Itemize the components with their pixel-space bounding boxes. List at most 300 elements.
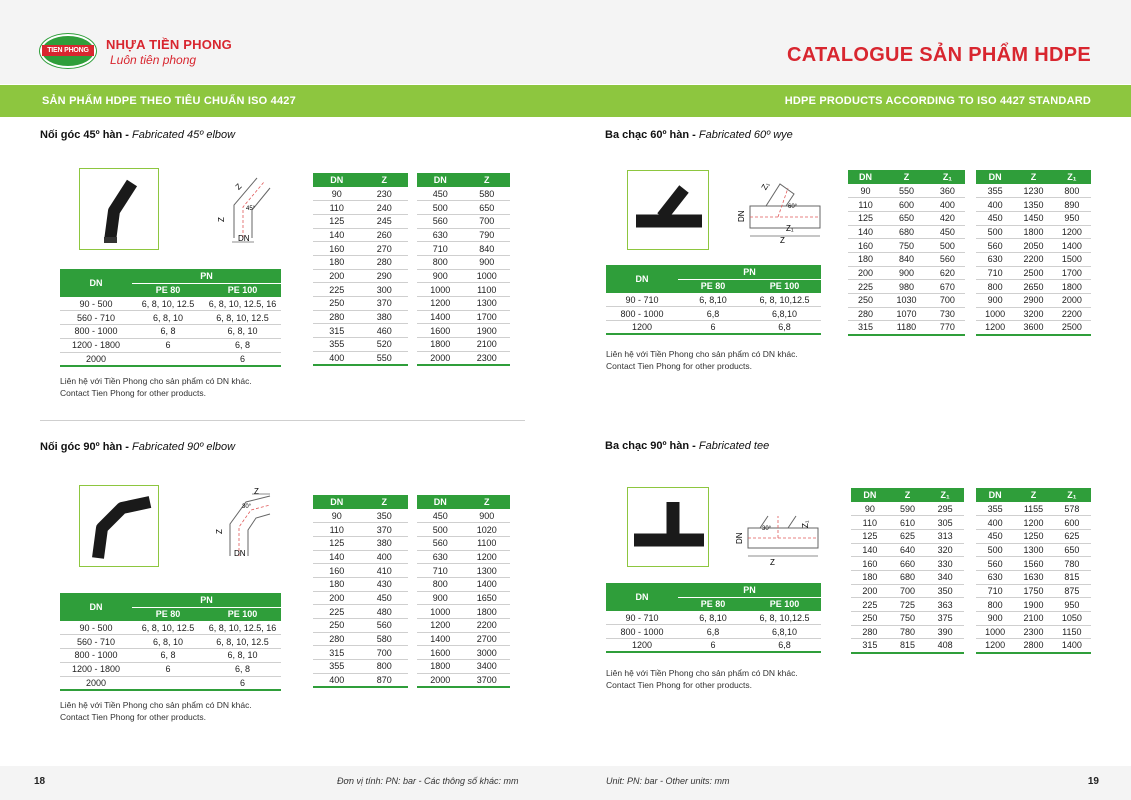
table-cell: 160 xyxy=(848,239,883,253)
table-row xyxy=(417,577,510,591)
table-cell: 125 xyxy=(313,536,361,550)
table-cell: 800 xyxy=(976,280,1014,294)
table-row xyxy=(417,660,510,674)
table-cell: 2650 xyxy=(1014,280,1052,294)
table-cell: 6, 8, 10 xyxy=(204,325,281,339)
table-cell: 560 xyxy=(976,557,1014,571)
table-cell: 6, 8, 10 xyxy=(204,649,281,663)
table-row xyxy=(313,324,408,338)
table-cell: 560 xyxy=(976,239,1014,253)
table-cell: 2200 xyxy=(1053,307,1091,321)
table-cell: 560 xyxy=(417,536,464,550)
table-row xyxy=(976,252,1091,266)
table-cell: 400 xyxy=(930,198,965,212)
table-row xyxy=(976,529,1091,543)
table-row xyxy=(60,325,281,339)
table-cell: 750 xyxy=(883,239,930,253)
section-title-elbow45: Nối góc 45º hàn - Fabricated 45º elbow xyxy=(40,129,236,141)
table-cell: 710 xyxy=(417,242,464,256)
table-row xyxy=(848,294,965,308)
table-cell: 610 xyxy=(889,516,927,530)
table-cell: 6, 8, 10, 12.5 xyxy=(204,311,281,325)
table-cell: 600 xyxy=(883,198,930,212)
table-row xyxy=(976,239,1091,253)
table-row xyxy=(848,239,965,253)
table-cell: 6, 8, 10, 12.5, 16 xyxy=(204,297,281,311)
table-row xyxy=(417,228,510,242)
table-cell: 280 xyxy=(361,255,409,269)
table-cell: 313 xyxy=(926,529,964,543)
table-cell: 450 xyxy=(976,529,1014,543)
table-cell: 500 xyxy=(417,201,464,215)
svg-text:Z: Z xyxy=(254,487,259,496)
table-cell: 460 xyxy=(361,324,409,338)
svg-text:Z: Z xyxy=(215,529,224,534)
table-cell: 3600 xyxy=(1014,321,1052,335)
table-cell: 90 - 500 xyxy=(60,297,132,311)
table-cell: 125 xyxy=(851,529,889,543)
svg-text:Z₁: Z₁ xyxy=(786,224,794,233)
table-cell: 400 xyxy=(976,516,1014,530)
table-cell: 90 - 710 xyxy=(606,611,678,625)
table-cell: 2000 xyxy=(60,676,132,690)
table-cell: 560 xyxy=(361,619,409,633)
table-cell: 400 xyxy=(976,198,1014,212)
note-elbow90: Liên hệ với Tiền Phong cho sản phẩm có DN khác. Contact Tien Phong for other products. xyxy=(60,700,252,722)
table-cell: 3700 xyxy=(464,673,511,687)
table-cell: 670 xyxy=(930,280,965,294)
table-cell: 355 xyxy=(976,184,1014,198)
table-row xyxy=(851,502,964,516)
svg-text:Z: Z xyxy=(233,181,244,192)
table-cell: 1200 xyxy=(606,639,678,653)
table-cell: 790 xyxy=(464,228,511,242)
table-cell: 2200 xyxy=(464,619,511,633)
table-cell: 6, 8, 10, 12.5 xyxy=(204,635,281,649)
table-cell: 1500 xyxy=(1053,252,1091,266)
table-cell: 625 xyxy=(889,529,927,543)
svg-text:DN: DN xyxy=(735,532,744,544)
table-cell: 800 xyxy=(417,255,464,269)
table-row xyxy=(417,269,510,283)
table-cell: 408 xyxy=(926,639,964,653)
table-cell: 550 xyxy=(883,184,930,198)
table-cell: 700 xyxy=(930,294,965,308)
table-cell: 500 xyxy=(976,543,1014,557)
table-cell: 300 xyxy=(361,283,409,297)
table-cell: 6, 8,10 xyxy=(678,611,748,625)
note-elbow45: Liên hệ với Tiền Phong cho sản phẩm có DN khác. Contact Tien Phong for other products. xyxy=(60,376,252,398)
table-row xyxy=(851,584,964,598)
table-cell: 160 xyxy=(313,564,361,578)
table-row xyxy=(313,523,408,537)
table-cell: 6,8 xyxy=(748,321,821,335)
table-cell: 600 xyxy=(1053,516,1091,530)
table-cell: 2900 xyxy=(1014,294,1052,308)
table-cell: 225 xyxy=(848,280,883,294)
table-row xyxy=(417,619,510,633)
table-cell: 550 xyxy=(361,351,409,365)
table-cell: 900 xyxy=(976,612,1014,626)
table-cell: 2000 xyxy=(1053,294,1091,308)
table-cell: 780 xyxy=(889,625,927,639)
table-row xyxy=(976,266,1091,280)
table-cell: 700 xyxy=(464,214,511,228)
table-cell: 6 xyxy=(132,662,204,676)
table-cell: 350 xyxy=(361,509,409,523)
table-cell: 480 xyxy=(361,605,409,619)
table-cell: 305 xyxy=(926,516,964,530)
table-cell: 630 xyxy=(417,228,464,242)
table-row xyxy=(976,584,1091,598)
table-cell: 1400 xyxy=(1053,639,1091,653)
note-wye60: Liên hệ với Tiền Phong cho sản phẩm có DN khác. Contact Tien Phong for other products. xyxy=(606,349,798,371)
table-cell: 6, 8, 10 xyxy=(132,311,204,325)
table-row xyxy=(976,280,1091,294)
table-row xyxy=(848,198,965,212)
table-cell: 1000 xyxy=(417,605,464,619)
section-divider xyxy=(40,420,525,421)
table-row xyxy=(976,198,1091,212)
table-cell: 400 xyxy=(361,550,409,564)
table-cell: 1200 xyxy=(1014,516,1052,530)
table-cell: 1000 xyxy=(976,625,1014,639)
table-cell: 230 xyxy=(361,187,409,201)
note-tee90: Liên hệ với Tiền Phong cho sản phẩm có DN khác. Contact Tien Phong for other products. xyxy=(606,668,798,690)
table-row xyxy=(976,211,1091,225)
product-photo-elbow90 xyxy=(79,485,159,567)
table-cell: 1800 xyxy=(464,605,511,619)
table-tee90-dz-1: DN Z Z₁ 90 590 295 110 610 305 125 625 313 140 640 320 160 660 330 180 680 340 200 700 350 225 725 363 250 750 375 280 780 390 315 815 408 xyxy=(851,488,964,654)
table-cell: 140 xyxy=(851,543,889,557)
table-row xyxy=(313,283,408,297)
svg-text:Z₁: Z₁ xyxy=(759,180,772,192)
table-cell: 180 xyxy=(848,252,883,266)
table-cell: 1050 xyxy=(1053,612,1091,626)
table-row xyxy=(60,297,281,311)
table-row xyxy=(976,502,1091,516)
table-cell: 520 xyxy=(361,338,409,352)
table-cell: 1400 xyxy=(1053,239,1091,253)
table-cell: 1200 xyxy=(417,619,464,633)
table-cell: 1150 xyxy=(1053,625,1091,639)
table-cell: 110 xyxy=(848,198,883,212)
table-cell: 6, 8, 10 xyxy=(132,635,204,649)
table-cell: 1000 xyxy=(976,307,1014,321)
table-cell: 340 xyxy=(926,570,964,584)
table-cell: 370 xyxy=(361,523,409,537)
table-cell: 6 xyxy=(678,321,748,335)
table-cell: 710 xyxy=(976,266,1014,280)
page-header xyxy=(0,0,1131,84)
table-row xyxy=(976,321,1091,335)
table-cell: 6,8 xyxy=(748,639,821,653)
table-cell: 2000 xyxy=(60,352,132,366)
table-row xyxy=(417,673,510,687)
page-footer xyxy=(0,766,1131,800)
table-row xyxy=(417,351,510,365)
table-row xyxy=(851,543,964,557)
table-row xyxy=(417,509,510,523)
table-row xyxy=(417,255,510,269)
table-cell: 620 xyxy=(930,266,965,280)
table-cell: 560 - 710 xyxy=(60,311,132,325)
table-elbow45-pn: DN PN PE 80 PE 100 90 - 500 6, 8, 10, 12.5 6, 8, 10, 12.5, 16 560 - 710 6, 8, 10 6, 8, 10, 12.5 800 - 1000 6, 8 6, 8, 10 1200 - 1800 6 6, 8 2000 6 xyxy=(60,269,281,367)
table-cell: 2300 xyxy=(1014,625,1052,639)
table-cell: 840 xyxy=(883,252,930,266)
table-cell: 1300 xyxy=(1014,543,1052,557)
table-cell: 295 xyxy=(926,502,964,516)
table-row xyxy=(851,529,964,543)
table-cell: 260 xyxy=(361,228,409,242)
table-cell: 2200 xyxy=(1014,252,1052,266)
product-photo-tee90 xyxy=(627,487,709,567)
table-cell: 560 xyxy=(930,252,965,266)
svg-text:DN: DN xyxy=(737,210,746,222)
table-cell: 1200 - 1800 xyxy=(60,338,132,352)
table-cell: 560 - 710 xyxy=(60,635,132,649)
table-row xyxy=(976,570,1091,584)
table-row xyxy=(976,225,1091,239)
table-cell: 90 - 710 xyxy=(606,293,678,307)
table-cell: 3000 xyxy=(464,646,511,660)
table-row xyxy=(851,612,964,626)
table-cell: 950 xyxy=(1053,211,1091,225)
band-title-en: HDPE PRODUCTS ACCORDING TO ISO 4427 STANDARD xyxy=(784,95,1091,107)
table-tee90-dz-2: DN Z Z₁ 355 1155 578 400 1200 600 450 1250 625 500 1300 650 560 1560 780 630 1630 815 710 1750 875 800 1900 950 900 2100 1050 1000 2300 1150 1200 2800 1400 xyxy=(976,488,1091,654)
table-cell: 650 xyxy=(883,211,930,225)
table-row xyxy=(313,564,408,578)
svg-text:Z₁: Z₁ xyxy=(801,520,810,528)
table-cell: 710 xyxy=(417,564,464,578)
table-cell: 370 xyxy=(361,297,409,311)
table-cell: 625 xyxy=(1053,529,1091,543)
table-cell: 420 xyxy=(930,211,965,225)
table-cell: 840 xyxy=(464,242,511,256)
table-row xyxy=(313,673,408,687)
table-cell: 725 xyxy=(889,598,927,612)
table-cell: 390 xyxy=(926,625,964,639)
svg-text:DN: DN xyxy=(238,234,250,243)
table-row xyxy=(313,269,408,283)
table-row xyxy=(606,639,821,653)
table-row xyxy=(851,557,964,571)
table-row xyxy=(313,646,408,660)
table-row xyxy=(417,646,510,660)
table-row xyxy=(417,605,510,619)
table-cell: 450 xyxy=(417,509,464,523)
table-cell: 200 xyxy=(851,584,889,598)
table-elbow90-dz-2: DN Z 450 900 500 1020 560 1100 630 1200 710 1300 800 1400 900 1650 1000 1800 1200 2200 1400 2700 1600 3000 1800 3400 2000 3700 xyxy=(417,495,510,688)
table-cell: 630 xyxy=(976,570,1014,584)
table-cell: 770 xyxy=(930,321,965,335)
table-cell: 870 xyxy=(361,673,409,687)
table-row xyxy=(313,536,408,550)
table-cell: 280 xyxy=(313,632,361,646)
table-cell: 200 xyxy=(848,266,883,280)
table-cell: 980 xyxy=(883,280,930,294)
table-cell: 2050 xyxy=(1014,239,1052,253)
table-row xyxy=(976,294,1091,308)
table-cell: 90 xyxy=(848,184,883,198)
table-cell: 280 xyxy=(848,307,883,321)
table-row xyxy=(976,625,1091,639)
table-cell: 380 xyxy=(361,536,409,550)
table-cell: 800 xyxy=(1053,184,1091,198)
table-cell: 6, 8,10 xyxy=(678,293,748,307)
table-cell: 1200 xyxy=(976,639,1014,653)
section-band xyxy=(0,85,1131,117)
table-row xyxy=(313,351,408,365)
table-cell: 1700 xyxy=(464,310,511,324)
table-wye60-pn: DN PN PE 80 PE 100 90 - 710 6, 8,10 6, 8, 10,12.5 800 - 1000 6,8 6,8,10 1200 6 6,8 xyxy=(606,265,821,335)
svg-text:Z: Z xyxy=(770,558,775,567)
table-cell: 800 xyxy=(976,598,1014,612)
table-cell: 240 xyxy=(361,201,409,215)
table-cell: 890 xyxy=(1053,198,1091,212)
table-cell: 650 xyxy=(1053,543,1091,557)
table-cell: 2700 xyxy=(464,632,511,646)
catalogue-title: CATALOGUE SẢN PHẨM HDPE xyxy=(787,44,1091,66)
table-cell: 1100 xyxy=(464,283,511,297)
table-row xyxy=(976,598,1091,612)
table-cell: 630 xyxy=(417,550,464,564)
table-cell: 1350 xyxy=(1014,198,1052,212)
table-cell: 6, 8 xyxy=(204,338,281,352)
table-cell: 6, 8 xyxy=(132,649,204,663)
table-cell: 1100 xyxy=(464,536,511,550)
svg-text:Z: Z xyxy=(217,217,226,222)
table-cell: 6 xyxy=(204,676,281,690)
table-cell: 700 xyxy=(361,646,409,660)
table-cell: 875 xyxy=(1053,584,1091,598)
table-cell: 1400 xyxy=(417,310,464,324)
table-cell: 1900 xyxy=(464,324,511,338)
table-cell: 1400 xyxy=(417,632,464,646)
table-row xyxy=(313,632,408,646)
table-row xyxy=(976,307,1091,321)
table-elbow45-dz-2: DN Z 450 580 500 650 560 700 630 790 710 840 800 900 900 1000 1000 1100 1200 1300 1400 1700 1600 1900 1800 2100 2000 2300 xyxy=(417,173,510,366)
table-cell: 1155 xyxy=(1014,502,1052,516)
table-row xyxy=(417,310,510,324)
table-cell: 280 xyxy=(313,310,361,324)
table-cell: 350 xyxy=(926,584,964,598)
table-cell: 6,8 xyxy=(678,307,748,321)
table-row xyxy=(313,187,408,201)
table-cell: 1900 xyxy=(1014,598,1052,612)
table-cell: 1800 xyxy=(417,338,464,352)
table-row xyxy=(417,297,510,311)
table-cell: 6, 8, 10, 12.5 xyxy=(132,297,204,311)
table-row xyxy=(606,293,821,307)
table-cell: 1200 xyxy=(976,321,1014,335)
table-cell: 375 xyxy=(926,612,964,626)
table-row xyxy=(417,242,510,256)
table-cell: 450 xyxy=(417,187,464,201)
table-cell: 590 xyxy=(889,502,927,516)
table-cell: 6, 8 xyxy=(132,325,204,339)
table-cell: 400 xyxy=(313,673,361,687)
table-cell: 1560 xyxy=(1014,557,1052,571)
table-row xyxy=(417,632,510,646)
table-cell: 660 xyxy=(889,557,927,571)
table-row xyxy=(417,187,510,201)
table-cell: 330 xyxy=(926,557,964,571)
table-row xyxy=(313,605,408,619)
svg-text:30°: 30° xyxy=(242,504,252,510)
table-row xyxy=(851,570,964,584)
table-cell: 900 xyxy=(417,269,464,283)
table-cell: 6, 8, 10, 12.5 xyxy=(132,621,204,635)
table-cell: 815 xyxy=(1053,570,1091,584)
table-cell: 2100 xyxy=(1014,612,1052,626)
table-row xyxy=(60,635,281,649)
table-cell: 225 xyxy=(313,283,361,297)
table-row xyxy=(313,550,408,564)
table-cell: 1400 xyxy=(464,577,511,591)
table-cell: 950 xyxy=(1053,598,1091,612)
table-cell: 320 xyxy=(926,543,964,557)
table-cell: 290 xyxy=(361,269,409,283)
table-cell: 3400 xyxy=(464,660,511,674)
table-row xyxy=(976,612,1091,626)
table-cell: 2300 xyxy=(464,351,511,365)
table-row xyxy=(313,201,408,215)
table-row xyxy=(851,639,964,653)
table-cell: 2500 xyxy=(1014,266,1052,280)
table-cell: 1070 xyxy=(883,307,930,321)
table-cell: 1800 xyxy=(1014,225,1052,239)
table-cell: 380 xyxy=(361,310,409,324)
table-row xyxy=(976,639,1091,653)
table-cell: 650 xyxy=(464,201,511,215)
table-row xyxy=(976,516,1091,530)
table-cell: 140 xyxy=(313,228,361,242)
table-row xyxy=(606,321,821,335)
table-cell: 6, 8, 10,12.5 xyxy=(748,293,821,307)
table-cell: 1020 xyxy=(464,523,511,537)
table-cell: 140 xyxy=(848,225,883,239)
table-cell: 450 xyxy=(361,591,409,605)
table-cell: 1000 xyxy=(464,269,511,283)
unit-note-vi: Đơn vị tính: PN: bar - Các thông số khác: mm xyxy=(337,776,519,786)
table-row xyxy=(313,338,408,352)
table-cell: 360 xyxy=(930,184,965,198)
table-cell: 6,8,10 xyxy=(748,307,821,321)
table-cell: 578 xyxy=(1053,502,1091,516)
table-elbow45-dz-1: DN Z 90 230 110 240 125 245 140 260 160 270 180 280 200 290 225 300 250 370 280 380 315 460 355 520 400 550 xyxy=(313,173,408,366)
table-cell: 6 xyxy=(204,352,281,366)
section-title-wye60: Ba chạc 60º hàn - Fabricated 60º wye xyxy=(605,129,793,141)
product-photo-elbow45 xyxy=(79,168,159,250)
table-cell: 800 - 1000 xyxy=(606,307,678,321)
table-row xyxy=(848,252,965,266)
table-row xyxy=(848,266,965,280)
table-cell: 800 - 1000 xyxy=(606,625,678,639)
table-row xyxy=(417,591,510,605)
table-cell: 500 xyxy=(976,225,1014,239)
table-cell: 800 xyxy=(417,577,464,591)
table-cell: 250 xyxy=(313,619,361,633)
table-row xyxy=(417,536,510,550)
table-row xyxy=(606,625,821,639)
table-cell: 730 xyxy=(930,307,965,321)
table-cell: 1000 xyxy=(417,283,464,297)
table-row xyxy=(976,543,1091,557)
table-cell: 180 xyxy=(851,570,889,584)
diagram-tee90 xyxy=(734,510,824,570)
table-cell: 90 - 500 xyxy=(60,621,132,635)
